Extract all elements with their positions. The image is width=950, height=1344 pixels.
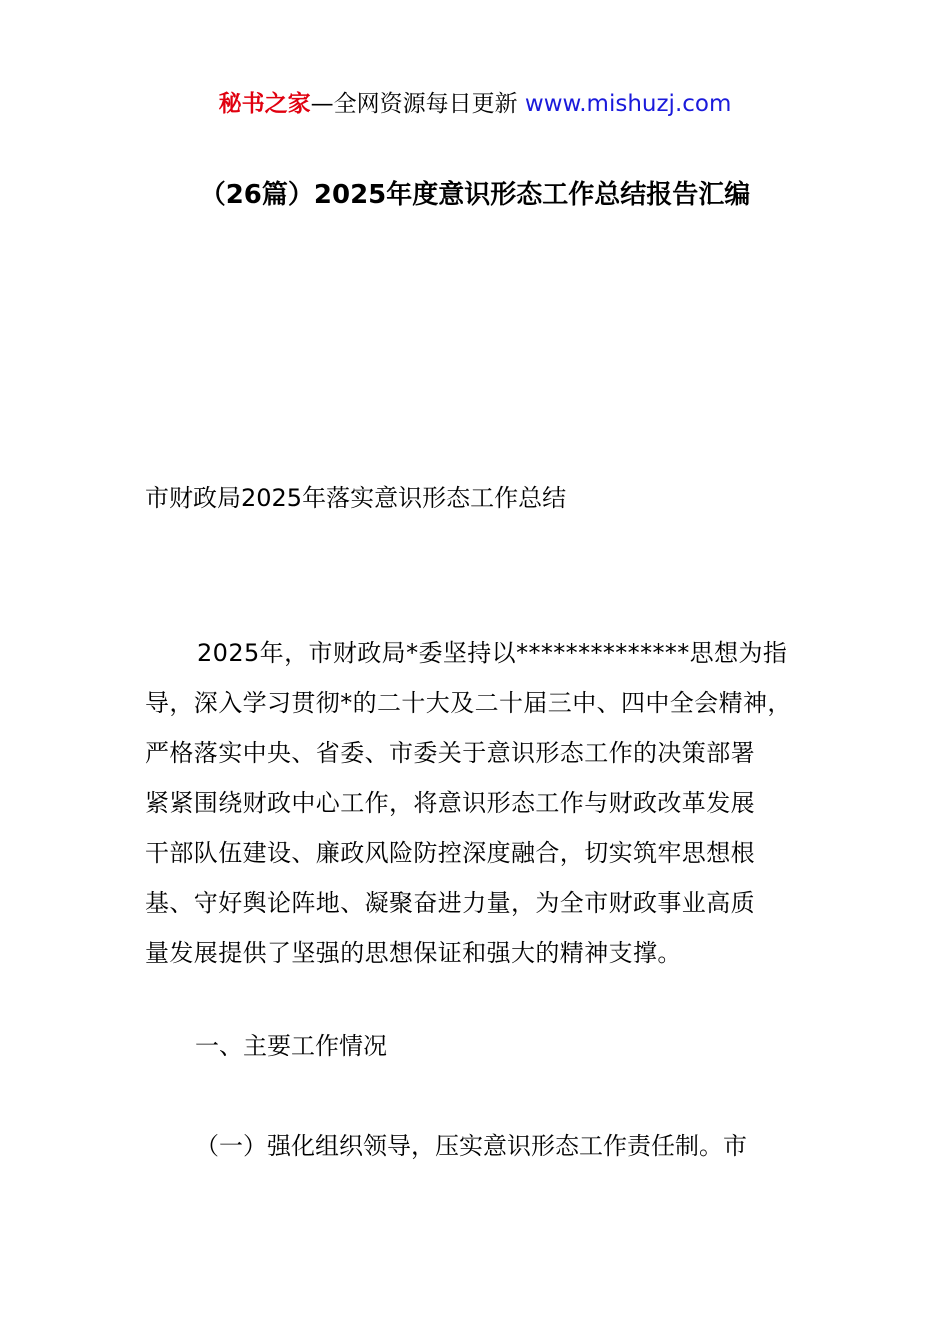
site-url-link[interactable]: www.mishuzj.com bbox=[524, 91, 732, 117]
subsection-line: （一）强化组织领导，压实意识形态工作责任制。市 bbox=[195, 1132, 747, 1160]
document-title: （26篇）2025年度意识形态工作总结报告汇编 bbox=[199, 180, 751, 210]
brand-name: 秘书之家 bbox=[218, 91, 311, 117]
site-header bbox=[0, 88, 950, 120]
paragraph-line: 导，深入学习贯彻*的二十大及二十届三中、四中全会精神， bbox=[145, 689, 792, 717]
document-subtitle: 市财政局2025年落实意识形态工作总结 bbox=[145, 484, 567, 512]
section-heading: 一、主要工作情况 bbox=[195, 1032, 387, 1060]
paragraph-line: 量发展提供了坚强的思想保证和强大的精神支撑。 bbox=[145, 939, 682, 967]
paragraph-line: 基、守好舆论阵地、凝聚奋进力量，为全市财政事业高质 bbox=[145, 889, 755, 917]
paragraph-line: 干部队伍建设、廉政风险防控深度融合，切实筑牢思想根 bbox=[145, 839, 755, 867]
paragraph-line: 紧紧围绕财政中心工作，将意识形态工作与财政改革发展 bbox=[145, 789, 755, 817]
header-separator: — bbox=[310, 91, 334, 117]
paragraph-line: 2025年，市财政局*委坚持以**************思想为指 bbox=[197, 639, 788, 667]
body-paragraph bbox=[145, 628, 835, 978]
paragraph-line: 严格落实中央、省委、市委关于意识形态工作的决策部署 bbox=[145, 739, 755, 767]
header-tagline: 全网资源每日更新 bbox=[333, 91, 518, 117]
